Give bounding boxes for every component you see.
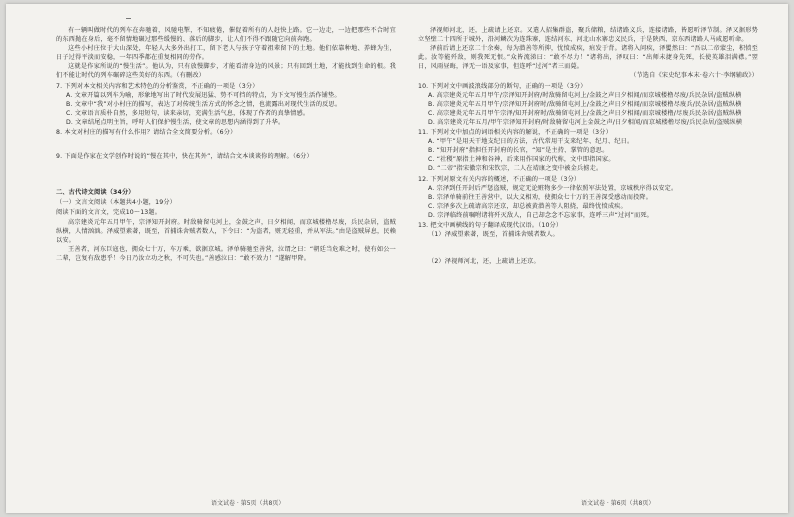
question-10-option-a: A. 高宗建炎元年五月甲午/宗泽知开封府/时敌骑留屯河上/金鼓之声日夕相闻/而京城楼橹尽废/兵民杂居/盗贼纵横 bbox=[428, 91, 742, 99]
question-13-part-2: （2）泽视师河北，还，上疏请上还京。 bbox=[428, 258, 540, 266]
question-7-option-c: C. 文章语言质朴自然，多用短句，读来亲切，充满生活气息，体现了作者的真挚情感。 bbox=[66, 109, 310, 117]
answer-space bbox=[56, 137, 396, 151]
answer-space bbox=[418, 239, 758, 257]
question-8: 8. 本文对村庄的描写有什么作用？请结合全文简要分析。（6分） bbox=[56, 129, 237, 137]
question-10-option-d: D. 高宗建炎元年五月/甲午宗泽知开封府/时敌骑留屯河上金鼓之声/日夕相闻/而京城楼橹尽废/兵民杂居/盗贼纵横 bbox=[428, 118, 743, 126]
question-7-stem: 7. 下列对本文相关内容和艺术特色的分析鉴赏，不正确的一项是（3分） bbox=[56, 82, 259, 90]
reading-paragraph: 这就是作家所说的“慢生活”。他认为，只有放慢脚步，才能看清身边的风景；只有回到土地，才能找到生命的根。我们不能让时代的列车碾碎这些美好的东西。（有删改） bbox=[56, 63, 396, 80]
section-heading: 二、古代诗文阅读（34分） bbox=[56, 189, 135, 197]
source-citation: （节选自《宋史纪事本末·卷六十·李纲辅政》） bbox=[630, 72, 758, 80]
reading-paragraph: 这些小村庄位于大山深处，年轻人大多外出打工，留下老人与孩子守着祖辈留下的土地。他们依靠种地、养蜂为生，日子过得平淡而安稳，一年四季都在重复相同的劳作。 bbox=[56, 45, 396, 62]
classical-text-paragraph: 高宗建炎元年五月甲午，宗泽知开封府。时敌骑留屯河上，金鼓之声，日夕相闻，而京城楼橹尽废，兵民杂居，盗贼纵横，人情汹汹。泽威望素著，既至，首捕诛舍贼者数人，下令曰：“为盗者，赃无轻重，并从军法。”由是盗贼屏息，民赖以安。 bbox=[56, 218, 396, 244]
question-12-option-b: B. 宗泽单骑前往王善营中，以大义相劝，使拥众七十万的王善深受感动而投降。 bbox=[428, 193, 653, 201]
question-13-stem: 13. 把文中画横线的句子翻译成现代汉语。（10分） bbox=[418, 221, 563, 229]
page-footer-left: 语文试卷 · 第5页（共8页） bbox=[211, 500, 285, 507]
question-12-option-d: D. 宗泽临终前嘱咐诸将歼灭敌人，自己却念念不忘家事，连呼三声“过河”而死。 bbox=[428, 211, 653, 219]
question-12-option-c: C. 宗泽多次上疏请高宗还京，却总被黄潜善等人阻挠，最终忧愤成疾。 bbox=[428, 202, 627, 210]
question-7-option-d: D. 文章结尾点明主旨，呼吁人们保护慢生活，使文章的思想内涵得到了升华。 bbox=[66, 118, 285, 126]
question-11-stem: 11. 下列对文中加点的词语相关内容的解说，不正确的一项是（3分） bbox=[418, 129, 612, 137]
question-11-option-c: C. “社稷”原指土神和谷神，后来用作国家的代称，文中即指国家。 bbox=[428, 156, 615, 164]
page-footer-right: 语文试卷 · 第6页（共8页） bbox=[581, 500, 655, 507]
exam-sheet bbox=[6, 4, 788, 513]
question-7-option-b: B. 文章中“我”对小村庄的描写，表达了对传统生活方式的怀念之情，也流露出对现代生活的反思。 bbox=[66, 100, 342, 108]
classical-text-paragraph: 王善者，河东巨寇也，拥众七十万，车万乘，欲据京城。泽单骑驰至善营，泣谓之曰：“朝廷当危难之时，使有如公一二辈，岂复有敌患乎！今日乃汝立功之秋，不可失也。”善感泣曰：“敢不效力！”遂解甲降。 bbox=[56, 245, 396, 262]
question-11-option-a: A. “甲午”是用天干地支纪日的方法，古代常用干支来纪年、纪月、纪日。 bbox=[428, 138, 634, 146]
left-page bbox=[56, 26, 396, 263]
question-13-part-1: （1）泽威望素著，既至，首捕诛舍贼者数人。 bbox=[428, 231, 559, 239]
question-12-option-a: A. 宗泽到任开封后严惩盗贼，规定无论赃物多少一律依照军法处置，京城秩序得以安定。 bbox=[428, 184, 678, 192]
reading-paragraph: 有一辆叫做时代的列车在奔驰着，风驰电掣，不知疲倦，催促着所有的人赶快上路。它一边走，一边把那些不合时宜的东西抛在身后，毫不留情地碾过那些缓慢的、落后的脚步，让人们不得不跟随它向前奔跑。 bbox=[56, 27, 396, 44]
question-10-option-b: B. 高宗建炎元年五月甲午/宗泽知开封府时/敌骑留屯河上/金鼓之声日夕相闻/而京城楼橹尽废兵/民杂居/盗贼纵横 bbox=[428, 100, 742, 108]
corner-mark bbox=[126, 18, 131, 23]
question-11-option-d: D. “二帝”指宋徽宗和宋钦宗，二人在靖康之变中被金兵掳走。 bbox=[428, 165, 603, 173]
subsection-heading: （一）文言文阅读（本题共4小题，19分） bbox=[56, 199, 176, 207]
classical-text-paragraph: 泽前后请上还京二十余奏，每为潜善等所抑，忧愤成疾，疽发于背。诸将入问疾，泽矍然曰：“吾以二帝蒙尘，积愤至此。汝等能歼敌，则我死无恨。”众皆流涕曰：“敢不尽力！”诸将出，泽叹曰：“出师未捷身先死，长使英雄泪满襟。”翌日，风雨昼晦，泽无一语及家事，但连呼“过河”者三而薨。 bbox=[418, 45, 758, 71]
question-7-option-a: A. 文章开篇以列车为喻，形象地写出了时代发展迅猛、势不可挡的特点，为下文写慢生活作铺垫。 bbox=[66, 91, 341, 99]
instructions: 阅读下面的文言文，完成10～13题。 bbox=[56, 209, 162, 217]
classical-text-paragraph: 泽视师河北，还，上疏请上还京。又遣人招集群盗，聚兵储粮，结诸路义兵，连接诸路，皆愿听泽节制。泽又据形势立坚壁二十四所于城外，沿河鳞次为连珠寨，连结河东、河北山水寨忠义民兵，于是陕西、京东西诸路人马咸愿听命。 bbox=[418, 27, 758, 44]
question-12-stem: 12. 下列对原文有关内容的概述，不正确的一项是（3分） bbox=[418, 175, 581, 183]
question-9: 9. 下面是作家在文学创作时说的“慢在其中，快在其外”，请结合文本谈谈你的理解。（6分） bbox=[56, 153, 313, 161]
right-page bbox=[418, 26, 758, 266]
answer-space bbox=[56, 161, 396, 183]
question-10-stem: 10. 下列对文中画波浪线部分的断句，正确的一项是（3分） bbox=[418, 82, 587, 90]
question-11-option-b: B. “知开封府”指担任开封府的长官，“知”是主持、掌管的意思。 bbox=[428, 147, 609, 155]
question-10-option-c: C. 高宗建炎元年五月甲午宗泽/知开封府时/敌骑留屯河上/金鼓之声日夕相闻/而京城楼橹/尽废兵民杂居/盗贼纵横 bbox=[428, 109, 742, 117]
